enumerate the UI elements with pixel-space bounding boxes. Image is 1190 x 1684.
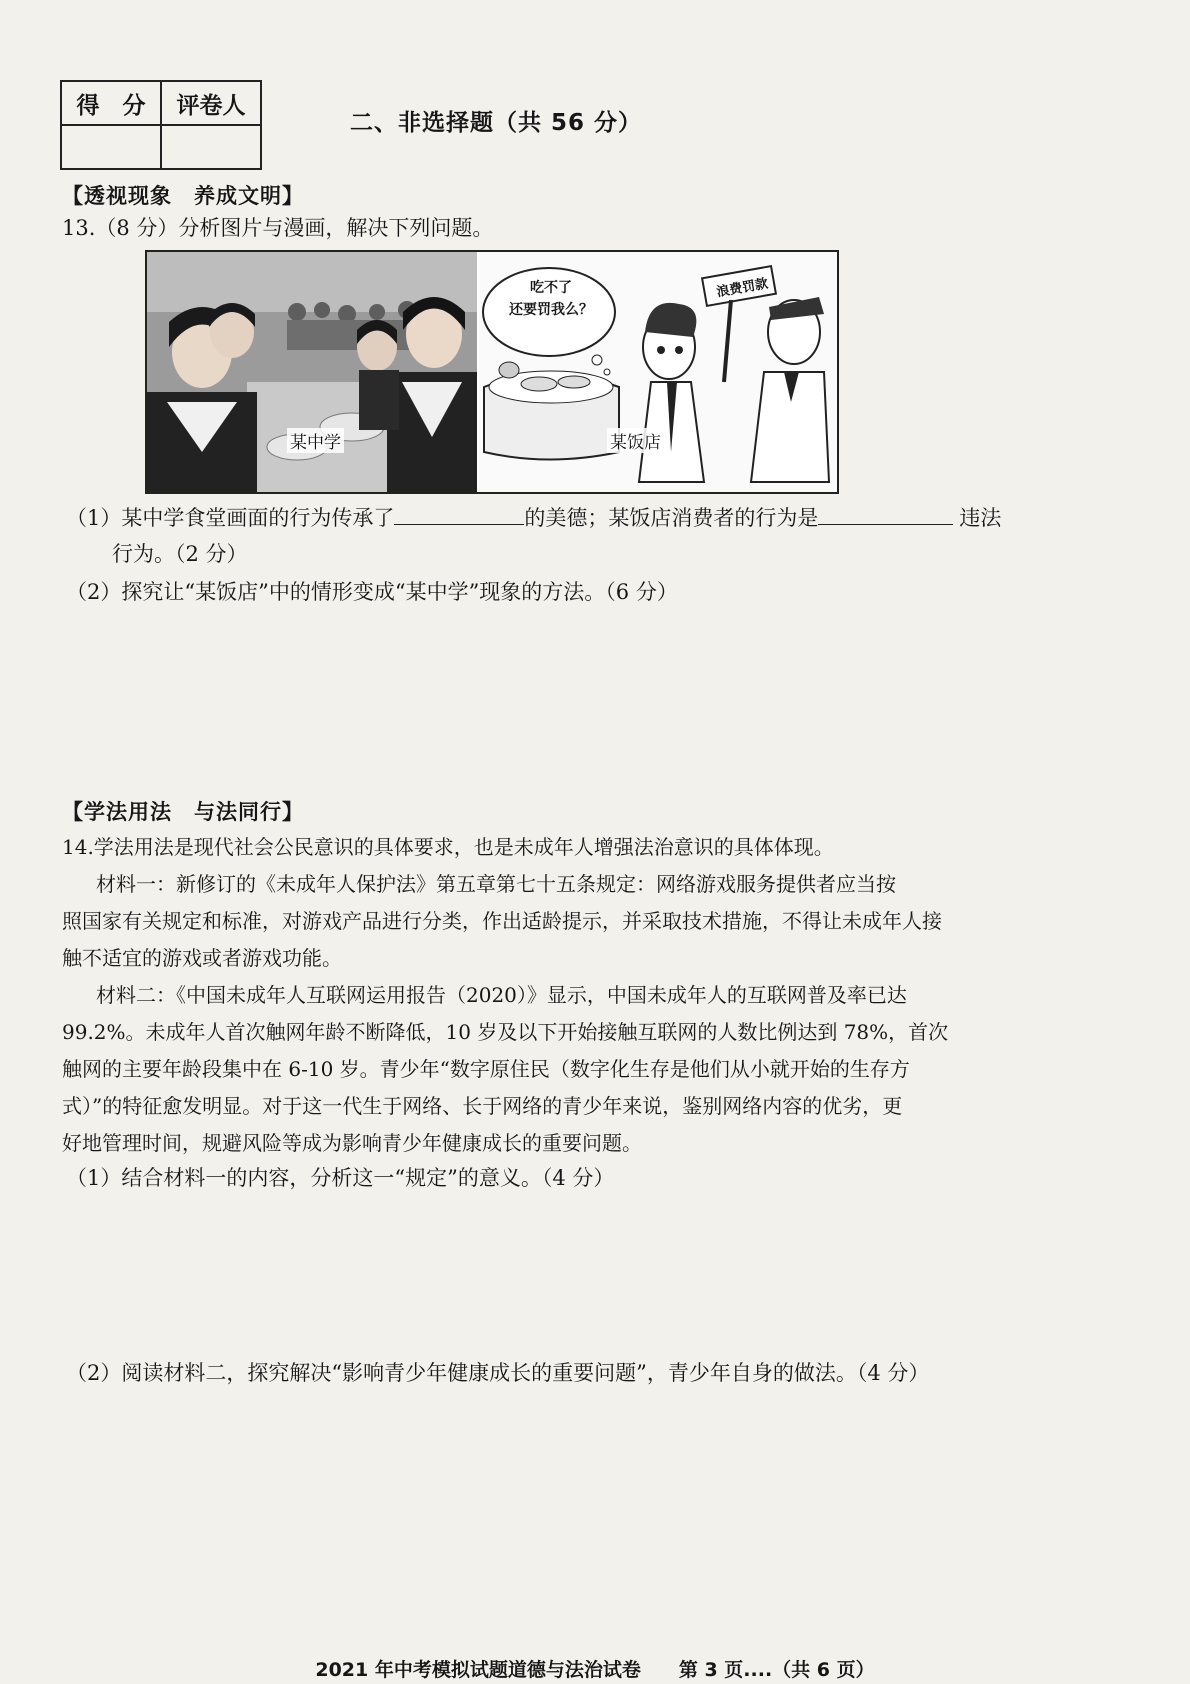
canteen-photo-image	[147, 252, 477, 492]
q13-stem: 13.（8 分）分析图片与漫画，解决下列问题。	[62, 216, 494, 240]
speech-bubble-text: 吃不了 还要罚我么？	[509, 280, 593, 318]
section-title: 二、非选择题（共 56 分）	[350, 110, 643, 136]
q14-topic: 【学法用法 与法同行】	[62, 800, 304, 824]
material-one-line-3: 触不适宜的游戏或者游戏功能。	[62, 946, 342, 970]
material-two-line-2: 99.2%。未成年人首次触网年龄不断降低，10 岁及以下开始接触互联网的人数比例达到 78%，首次	[62, 1020, 949, 1044]
score-label: 得 分	[61, 81, 161, 125]
photo-caption: 某中学	[287, 428, 344, 453]
q13-sub1-part-c: 违法	[959, 506, 1002, 530]
q13-sub1-part-b: 的美德；某饭店消费者的行为是	[524, 506, 819, 530]
q13-sub1	[66, 500, 1001, 536]
grader-label: 评卷人	[161, 81, 261, 125]
q13-blank-1[interactable]	[394, 502, 524, 525]
grader-cell	[161, 125, 261, 169]
sign-text: 浪费罚款	[715, 276, 770, 301]
material-one-line-1: 材料一：新修订的《未成年人保护法》第五章第七十五条规定：网络游戏服务提供者应当按	[96, 872, 896, 896]
q13-sub1-tail: 行为。（2 分）	[112, 542, 248, 566]
page-footer: 2021 年中考模拟试题道德与法治试卷 第 3 页....（共 6 页）	[315, 1659, 875, 1681]
school-canteen-photo	[147, 252, 477, 492]
material-two-line-5: 好地管理时间，规避风险等成为影响青少年健康成长的重要问题。	[62, 1131, 642, 1155]
material-one-line-2: 照国家有关规定和标准，对游戏产品进行分类，作出适龄提示，并采取技术措施，不得让未成年人接	[62, 909, 942, 933]
q13-sub2: （2）探究让“某饭店”中的情形变成“某中学”现象的方法。（6 分）	[66, 580, 678, 604]
material-two-line-1: 材料二：《中国未成年人互联网运用报告（2020）》显示，中国未成年人的互联网普及率已达	[96, 983, 907, 1007]
score-cell	[61, 125, 161, 169]
q14-sub2: （2）阅读材料二，探究解决“影响青少年健康成长的重要问题”，青少年自身的做法。（4 分）	[66, 1361, 930, 1385]
material-two-line-3: 触网的主要年龄段集中在 6-10 岁。青少年“数字原住民（数字化生存是他们从小就开始的生存方	[62, 1057, 910, 1081]
q14-stem: 14.学法用法是现代社会公民意识的具体要求，也是未成年人增强法治意识的具体体现。	[62, 835, 834, 859]
material-two-line-4: 式）”的特征愈发明显。对于这一代生于网络、长于网络的青少年来说，鉴别网络内容的优劣，更	[62, 1094, 903, 1118]
q13-figure	[145, 250, 839, 494]
score-table	[60, 80, 262, 170]
q13-blank-2[interactable]	[818, 502, 953, 525]
q13-topic: 【透视现象 养成文明】	[62, 184, 304, 208]
restaurant-comic	[479, 252, 837, 492]
comic-caption: 某饭店	[607, 428, 664, 453]
q13-sub1-part-a: （1）某中学食堂画面的行为传承了	[66, 506, 395, 530]
q14-sub1: （1）结合材料一的内容，分析这一“规定”的意义。（4 分）	[66, 1166, 615, 1190]
